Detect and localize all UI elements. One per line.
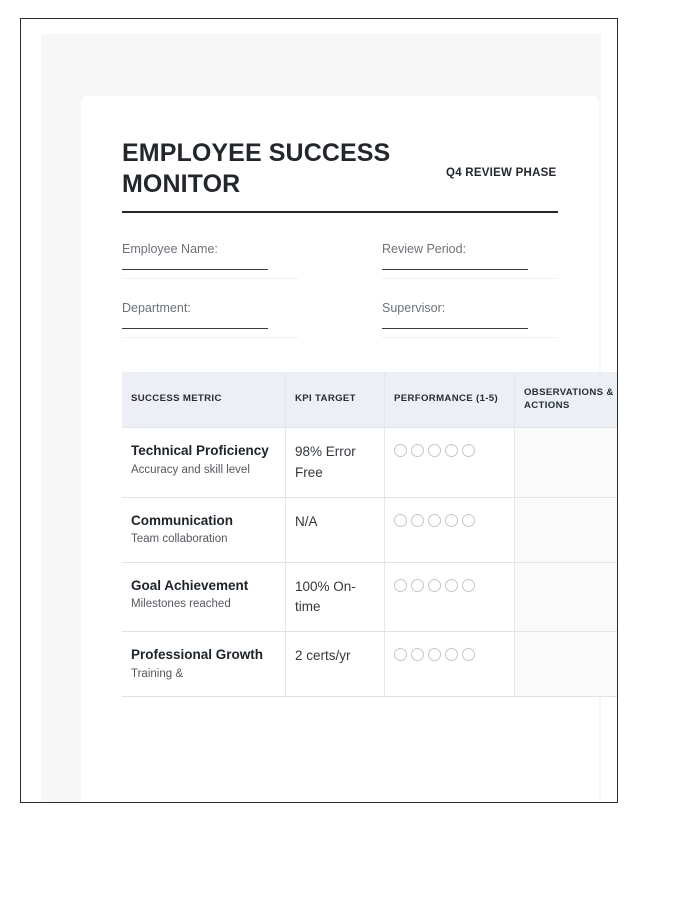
meta-field-input-review-period[interactable] — [382, 269, 528, 270]
table-body — [122, 428, 618, 697]
rating-option-2[interactable] — [411, 579, 424, 592]
meta-fields-grid — [122, 242, 558, 360]
rating-scale — [394, 646, 505, 661]
metric-description: Team collaboration — [131, 533, 228, 546]
metric-description: Milestones reached — [131, 598, 231, 611]
cell-kpi-target — [286, 632, 385, 697]
cell-success-metric — [122, 428, 286, 498]
rating-option-4[interactable] — [445, 579, 458, 592]
rating-option-3[interactable] — [428, 444, 441, 457]
meta-field-supervisor — [382, 301, 558, 360]
rating-option-4[interactable] — [445, 648, 458, 661]
column-header-performance: PERFORMANCE (1-5) — [385, 372, 515, 428]
rating-option-1[interactable] — [394, 648, 407, 661]
kpi-target-value: 2 certs/yr — [295, 648, 351, 664]
page-title: EMPLOYEE SUCCESS MONITOR — [122, 139, 391, 199]
cell-performance-rating — [385, 497, 515, 562]
cell-success-metric — [122, 562, 286, 632]
meta-field-divider — [382, 278, 558, 279]
rating-option-4[interactable] — [445, 444, 458, 457]
table-row — [122, 562, 618, 632]
cell-observations-actions[interactable] — [515, 497, 619, 562]
rating-option-5[interactable] — [462, 648, 475, 661]
metric-description: Accuracy and skill level — [131, 463, 250, 476]
cell-success-metric — [122, 632, 286, 697]
kpi-target-value: 100% On-time — [295, 578, 356, 615]
cell-kpi-target — [286, 562, 385, 632]
column-header-observations: OBSERVATIONS & ACTIONS — [515, 372, 619, 428]
cell-observations-actions[interactable] — [515, 428, 619, 498]
success-metrics-table — [122, 372, 618, 698]
metric-title: Communication — [131, 512, 234, 528]
meta-field-label: Employee Name: — [122, 241, 218, 256]
rating-option-5[interactable] — [462, 444, 475, 457]
table-row — [122, 497, 618, 562]
meta-field-input-department[interactable] — [122, 328, 268, 329]
cell-kpi-target — [286, 497, 385, 562]
cell-performance-rating — [385, 632, 515, 697]
meta-field-label: Department: — [122, 300, 191, 315]
column-header-success-metric: SUCCESS METRIC — [122, 372, 286, 428]
cell-kpi-target — [286, 428, 385, 498]
rating-option-1[interactable] — [394, 514, 407, 527]
review-phase-badge: Q4 REVIEW PHASE — [446, 167, 557, 179]
kpi-target-value: N/A — [295, 513, 318, 529]
rating-option-2[interactable] — [411, 444, 424, 457]
meta-field-label: Review Period: — [382, 241, 467, 256]
document-card — [81, 96, 614, 803]
rating-option-1[interactable] — [394, 579, 407, 592]
page-backdrop — [41, 34, 614, 803]
rating-option-4[interactable] — [445, 514, 458, 527]
rating-scale — [394, 442, 505, 457]
rating-option-2[interactable] — [411, 648, 424, 661]
table-header-row — [122, 372, 618, 428]
metric-title: Technical Proficiency — [131, 443, 269, 459]
cell-observations-actions[interactable] — [515, 562, 619, 632]
table-row — [122, 428, 618, 498]
rating-option-2[interactable] — [411, 514, 424, 527]
meta-field-review-period — [382, 242, 558, 301]
cell-performance-rating — [385, 562, 515, 632]
rating-option-5[interactable] — [462, 514, 475, 527]
rating-scale — [394, 512, 505, 527]
document-header — [122, 138, 558, 213]
kpi-target-value: 98% Error Free — [295, 444, 356, 480]
table-row — [122, 632, 618, 697]
meta-field-employee-name — [122, 242, 298, 301]
metric-description: Training & — [131, 667, 183, 680]
meta-field-label: Supervisor: — [382, 300, 446, 315]
rating-option-3[interactable] — [428, 579, 441, 592]
cell-observations-actions[interactable] — [515, 632, 619, 697]
meta-field-divider — [122, 337, 298, 338]
rating-scale — [394, 577, 505, 592]
document-viewport — [20, 18, 618, 803]
meta-field-divider — [382, 337, 558, 338]
meta-field-input-employee-name[interactable] — [122, 269, 268, 270]
meta-field-input-supervisor[interactable] — [382, 328, 528, 329]
cell-performance-rating — [385, 428, 515, 498]
rating-option-5[interactable] — [462, 579, 475, 592]
meta-field-department — [122, 301, 298, 360]
table-head — [122, 372, 618, 428]
meta-field-divider — [122, 278, 298, 279]
column-header-kpi-target: KPI TARGET — [286, 372, 385, 428]
metric-title: Professional Growth — [131, 647, 264, 663]
rating-option-3[interactable] — [428, 514, 441, 527]
rating-option-3[interactable] — [428, 648, 441, 661]
cell-success-metric — [122, 497, 286, 562]
metric-title: Goal Achievement — [131, 577, 249, 593]
rating-option-1[interactable] — [394, 444, 407, 457]
